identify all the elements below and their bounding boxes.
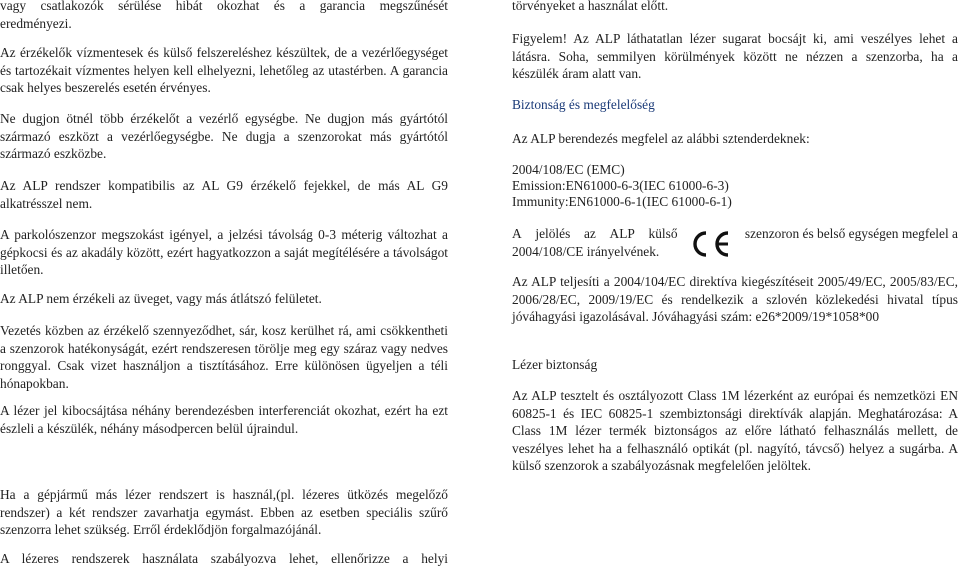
right-para-4: Az ALP berendezés megfelel az alábbi sztenderdeknek: — [512, 131, 810, 146]
ce-word-az: az — [583, 226, 596, 241]
left-para-4: Az ALP rendszer kompatibilis az AL G9 érzékelő fejekkel, de más AL G9 alkatrésszel nem. — [0, 178, 448, 211]
right-para-6: Az ALP teljesíti a 2004/104/EC direktíva kiegészítéseit 2005/49/EC, 2005/83/EC, 2006/28/EC, 2009/19/EC és rendelkezik a szlovén közlekedési hivatal típus jóváhagyási igazolásával. Jóváhagyási szám: e26*2009/19*1058*00 — [512, 274, 958, 325]
right-para-1: törvényeket a használat előtt. — [512, 0, 669, 13]
left-para-2: Az érzékelők vízmentesek és külső felszereléshez készültek, de a vezérlőegységet és tartozékait vízmentes helyen kell elhelyezni, lehetőleg az utastérben. A garancia csak helyes beszerelés esetén érvényes. — [0, 45, 448, 96]
section-heading-compliance: Biztonság és megfelelőség — [512, 97, 655, 112]
left-para-6: Az ALP nem érzékeli az üveget, vagy más átlátszó felületet. — [0, 291, 322, 306]
ce-paragraph — [512, 225, 958, 260]
ce-word-rest: szenzoron és belső egységen megfelel a — [744, 226, 958, 241]
left-para-9: Ha a gépjármű más lézer rendszert is használ,(pl. lézeres ütközés megelőző rendszer) a két rendszer zavarhatja egymást. Ebben az esetben speciális szűrő szenzorra lehet szükség. Erről érdeklődjön forgalmazójánál. — [0, 487, 448, 538]
left-para-7: Vezetés közben az érzékelő szennyeződhet, sár, kosz kerülhet rá, ami csökkentheti a szenzorok hatékonyságát, ezért rendszeresen törölje meg egy száraz vagy nedves ronggyal. Csak vizet használjon a tisztításához. Erre különösen ügyeljen a téli hónapokban. — [0, 323, 448, 391]
ce-word-alp: ALP — [609, 226, 635, 241]
left-para-5: A parkolószenzor megszokást igényel, a jelzési távolság 0-3 méterig változhat a gépkocsi és az akadály között, ezért hagyatkozzon a saját megítélésére a távolságot illetően. — [0, 227, 448, 278]
ce-word-jeloles: jelölés — [535, 226, 571, 241]
standard-emc: 2004/108/EC (EMC) — [512, 162, 625, 177]
ce-mark-icon — [688, 228, 732, 260]
section-heading-laser: Lézer biztonság — [512, 357, 598, 372]
standard-immunity: Immunity:EN61000-6-1(IEC 61000-6-1) — [512, 194, 732, 209]
ce-word-kulso: külső — [648, 226, 678, 241]
right-para-2: Figyelem! Az ALP láthatatlan lézer sugarat bocsájt ki, ami veszélyes lehet a látásra. Soha, semmilyen körülmények között ne nézzen a szenzorba, ha a készülék áram alatt van. — [512, 31, 958, 82]
ce-word-a: A — [512, 226, 522, 241]
left-para-8: A lézer jel kibocsájtása néhány berendezésben interferenciát okozhat, ezért ha ezt észleli a készülék, néhány másodpercen belül újraindul. — [0, 403, 448, 436]
ce-line-2: 2004/108/CE irányelvének. — [512, 243, 660, 259]
left-para-10: A lézeres rendszerek használata szabályozva lehet, ellenőrizze a helyi — [0, 551, 448, 566]
left-intro — [0, 0, 448, 32]
ce-line-1 — [512, 225, 958, 243]
standard-emission: Emission:EN61000-6-3(IEC 61000-6-3) — [512, 178, 729, 193]
left-para-3: Ne dugjon ötnél több érzékelőt a vezérlő egységbe. Ne dugjon más gyártótól származó eszközt a vezérlőegységbe. Ne dugja a szenzorokat más gyártótól származó eszközbe. — [0, 111, 448, 162]
left-para-1-end: eredményezi. — [0, 15, 72, 31]
left-para-1: vagy csatlakozók sérülése hibát okozhat és a garancia megszűnését — [0, 0, 448, 13]
right-para-8: Az ALP tesztelt és osztályozott Class 1M lézerként az európai és nemzetközi EN 60825-1 és IEC 60825-1 szembiztonsági direktívák alapján. Meghatározása: A Class 1M lézer termék biztonságos az előre látható felhasználás mellett, de veszélyes lehet ha a felhasználó optikát (pl. nagyító, távcső) helyez a sugárba. A külső szenzorok a szabályozásnak megfelelően jelöltek. — [512, 388, 958, 474]
